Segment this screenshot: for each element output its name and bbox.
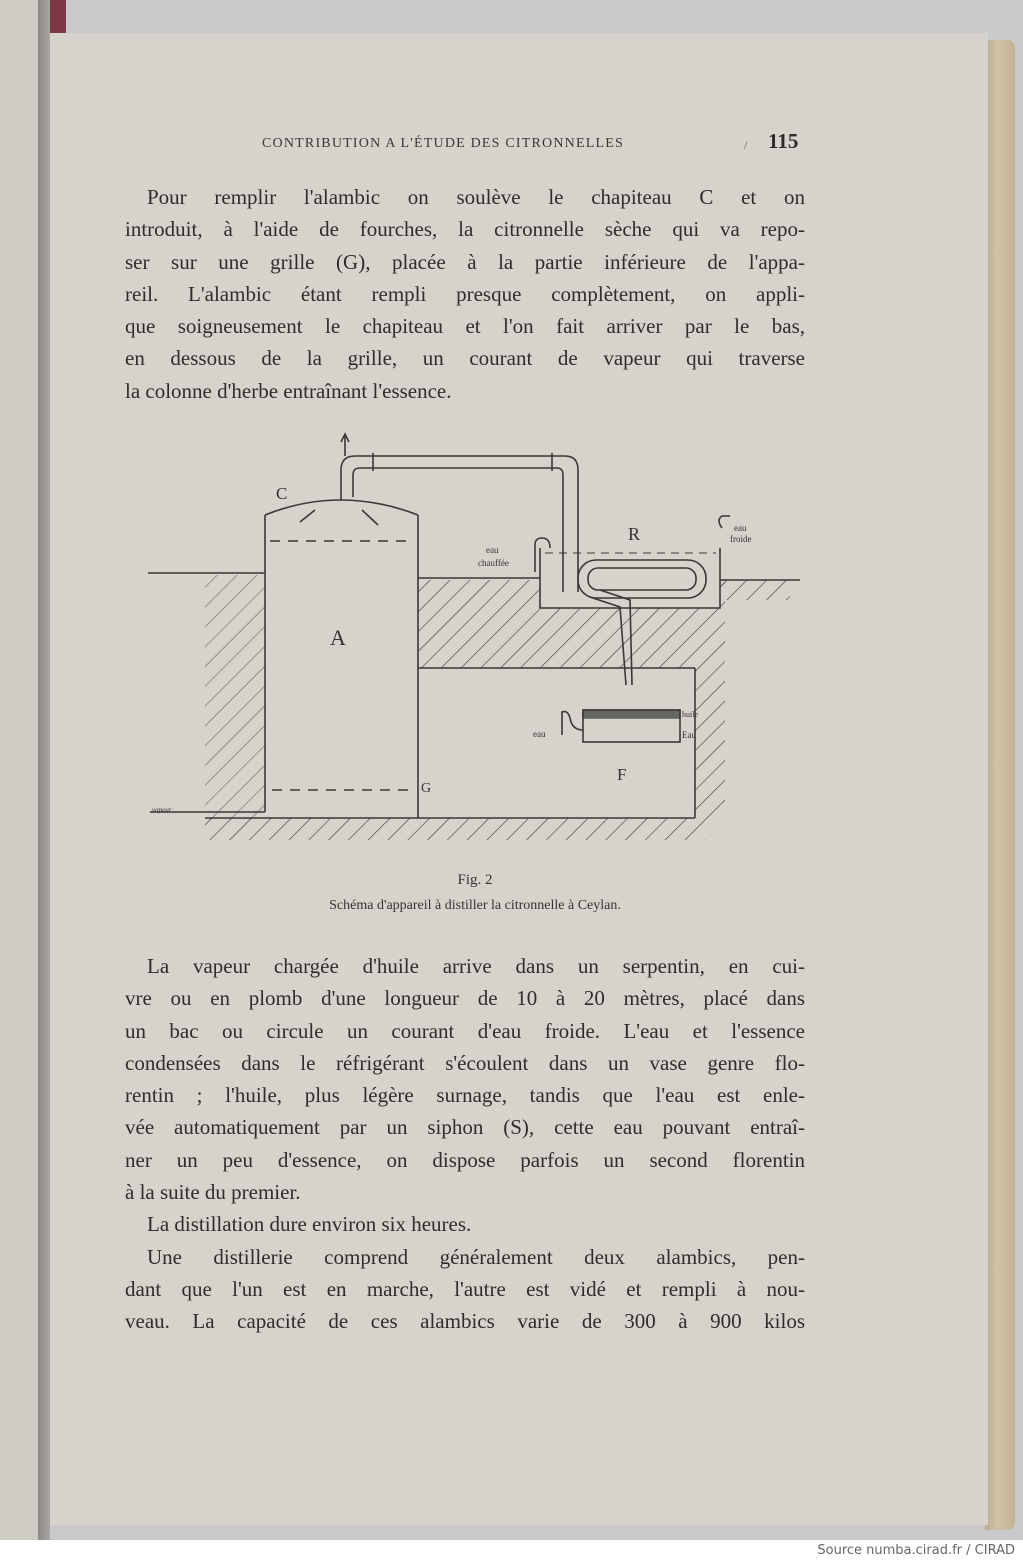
label-a: A xyxy=(330,625,346,650)
label-eau-froide: eau xyxy=(734,523,747,533)
text-line: vre ou en plomb d'une longueur de 10 à 20 mètres, placé dans xyxy=(125,986,805,1011)
label-r: R xyxy=(628,524,641,544)
text-line: la colonne d'herbe entraînant l'essence. xyxy=(125,378,452,403)
label-vapeur: vapeur xyxy=(152,806,172,814)
text-line: dant que l'un est en marche, l'autre est vidé et rempli à nou- xyxy=(125,1276,805,1301)
faucet-icon xyxy=(719,516,730,528)
text-line: en dessous de la grille, un courant de vapeur qui traverse xyxy=(125,346,805,371)
text-line: que soigneusement le chapiteau et l'on fait arriver par le bas, xyxy=(125,314,805,339)
figure-caption: Schéma d'appareil à distiller la citronnelle à Ceylan. xyxy=(329,898,621,913)
text-line: introduit, à l'aide de fourches, la citronnelle sèche qui va repo- xyxy=(125,217,805,242)
text-line: condensées dans le réfrigérant s'écoulent dans un vase genre flo- xyxy=(125,1050,805,1075)
alembic-column xyxy=(150,500,418,818)
text-line: reil. L'alambic étant rempli presque complètement, on appli- xyxy=(125,281,805,306)
pencil-mark: / xyxy=(744,138,748,152)
text-line: ser sur une grille (G), placée à la partie inférieure de l'appa- xyxy=(125,249,805,274)
florentine-vase xyxy=(562,710,680,742)
text-line: rentin ; l'huile, plus légère surnage, tandis que l'eau est enle- xyxy=(125,1083,805,1108)
text-line: ner un peu d'essence, on dispose parfois un second florentin xyxy=(125,1147,805,1172)
figure-title: Fig. 2 xyxy=(457,872,493,888)
label-g: G xyxy=(421,781,432,796)
running-title: CONTRIBUTION A L'ÉTUDE DES CITRONNELLES xyxy=(262,136,624,151)
label-huile: huile xyxy=(682,710,698,719)
text-line: un bac ou circule un courant d'eau froide. L'eau et l'essence xyxy=(125,1018,805,1043)
text-line: Une distillerie comprend généralement deux alambics, pen- xyxy=(147,1244,805,1269)
label-c: C xyxy=(276,484,288,503)
label-eau-florentin: Eau xyxy=(682,730,696,740)
page-number: 115 xyxy=(768,129,799,153)
source-credit: Source numba.cirad.fr / CIRAD xyxy=(817,1543,1015,1558)
label-eau-chauffee: eau xyxy=(486,545,499,555)
text-line: La distillation dure environ six heures. xyxy=(147,1212,472,1237)
label-eau-chauffee-2: chauffée xyxy=(478,558,509,568)
text-line: veau. La capacité de ces alambics varie de 300 à 900 kilos xyxy=(125,1309,805,1334)
text-line: La vapeur chargée d'huile arrive dans un serpentin, en cui- xyxy=(147,954,805,978)
text-line: à la suite du premier. xyxy=(125,1180,301,1205)
label-eau-froide-2: froide xyxy=(730,534,752,544)
paragraph-2 xyxy=(125,950,805,1338)
label-eau: eau xyxy=(533,729,546,739)
text-line: vée automatiquement par un siphon (S), cette eau pouvant entraî- xyxy=(125,1115,805,1140)
label-f: F xyxy=(617,765,627,784)
text-line: Pour remplir l'alambic on soulève le chapiteau C et on xyxy=(147,185,805,209)
